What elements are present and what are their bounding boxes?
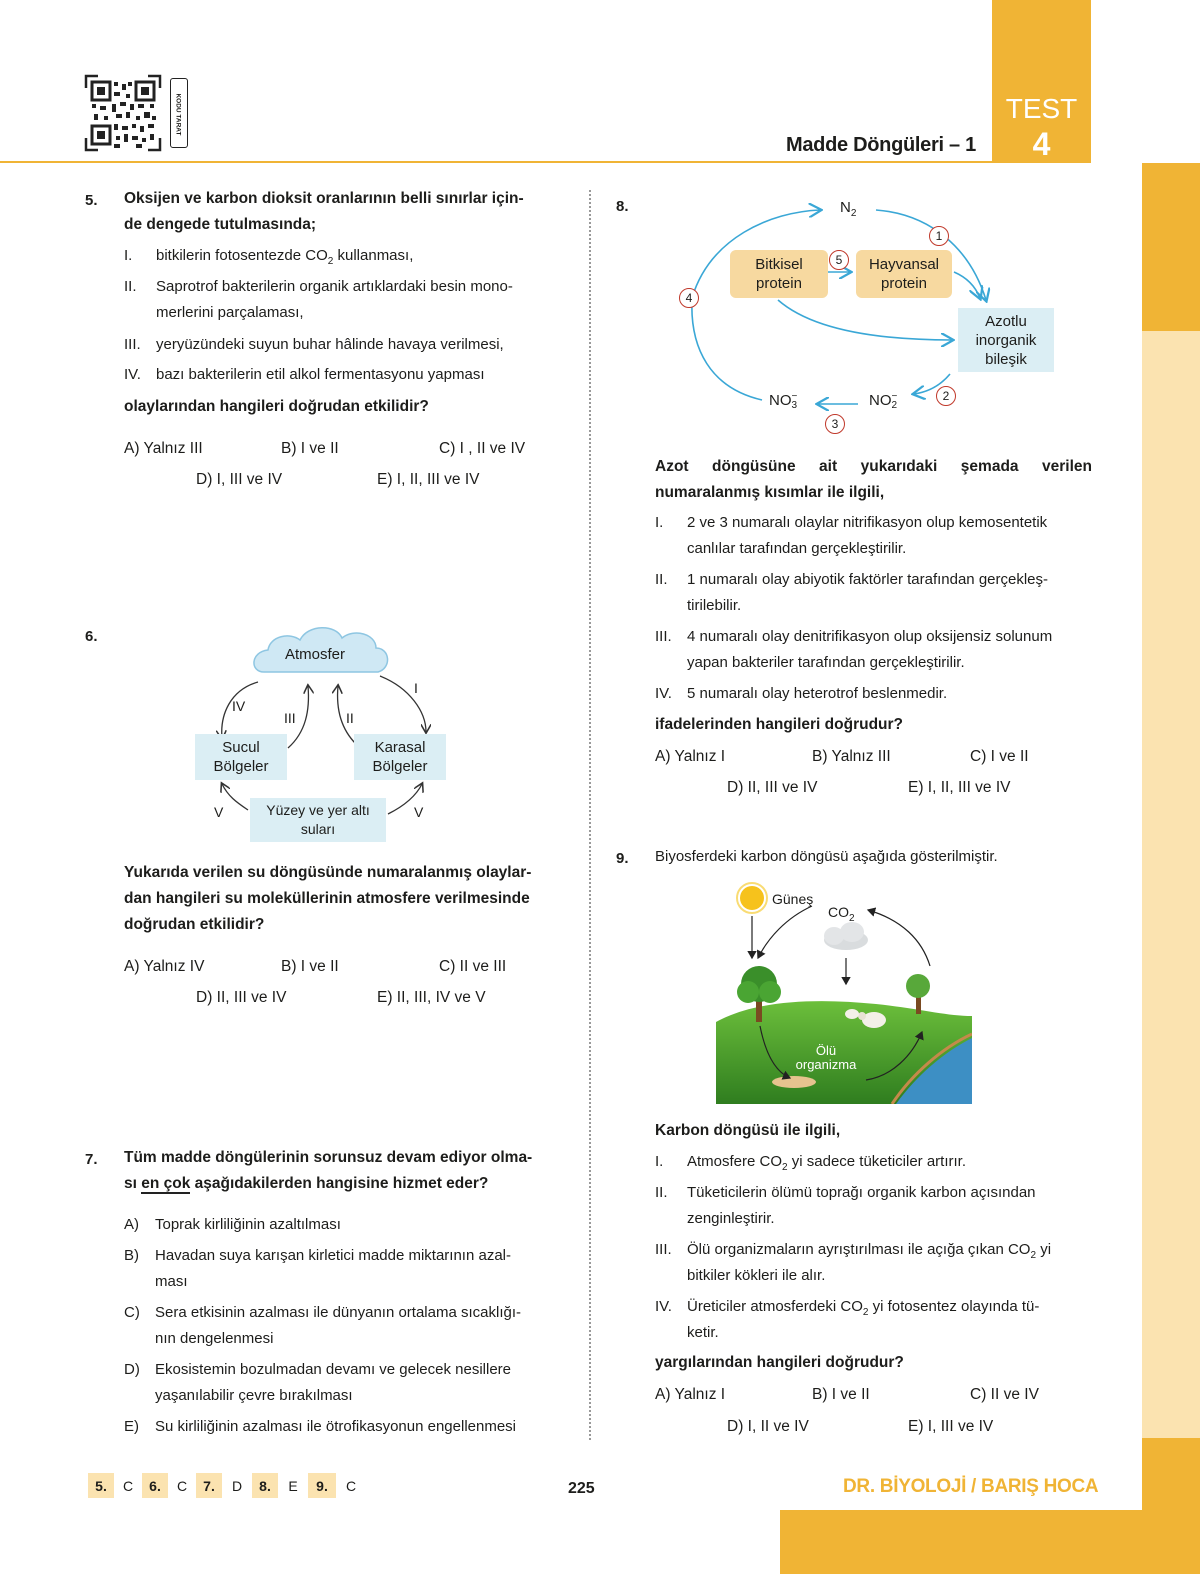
answer-key-letter: C (176, 1477, 188, 1494)
q8-choice-e[interactable]: E) I, II, III ve IV (908, 779, 1011, 796)
nitrogen-cycle-diagram (670, 188, 1070, 438)
label-iv: IV (232, 698, 246, 714)
option-text: Toprak kirliliğinin azaltılması (155, 1216, 341, 1233)
qr-code[interactable] (84, 74, 162, 152)
roman-numeral: II. (124, 278, 137, 295)
roman-numeral: I. (655, 514, 664, 531)
answer-key-number: 9. (308, 1473, 336, 1498)
animal-protein-box: Hayvansal protein (856, 250, 952, 298)
answer-key-letter: C (122, 1477, 134, 1494)
side-bar-pale (1142, 331, 1200, 1438)
q8-stem-2: numaralanmış kısımlar ile ilgili, (655, 484, 885, 501)
option-letter: A) (124, 1216, 139, 1233)
page-title: Madde Döngüleri – 1 (786, 134, 976, 156)
subscript: 2 (1030, 1250, 1037, 1261)
side-bar-orange (1142, 163, 1200, 331)
brand-label: DR. BİYOLOJİ / BARIŞ HOCA (843, 1476, 1099, 1497)
answer-key-letter: D (231, 1477, 243, 1494)
item-text: bazı bakterilerin etil alkol fermentasyonu yapması (156, 366, 485, 383)
q9-stem: Karbon döngüsü ile ilgili, (655, 1122, 841, 1139)
q9-choice-d[interactable]: D) I, II ve IV (727, 1418, 809, 1435)
item-text: bitkilerin fotosentezde CO (156, 247, 328, 264)
q5-stem-2: de dengede tutulmasında; (124, 216, 317, 233)
item-text: yi (1036, 1241, 1052, 1258)
q9-choice-e[interactable]: E) I, III ve IV (908, 1418, 994, 1435)
q8-question: ifadelerinden hangileri doğrudur? (655, 716, 904, 733)
stem-part: aşağıdakilerden hangisine hizmet eder? (190, 1175, 489, 1192)
superscript: − (891, 391, 898, 403)
subscript: 2 (849, 912, 855, 924)
stem-part: sı (124, 1175, 142, 1192)
option-letter: D) (124, 1361, 140, 1378)
arrow-4-lower (692, 300, 762, 400)
label-iii: III (284, 710, 296, 726)
q6-choice-d[interactable]: D) II, III ve IV (196, 989, 287, 1006)
q6-stem-3: doğrudan etkilidir? (124, 916, 265, 933)
circle-2: 2 (936, 386, 956, 406)
roman-numeral: III. (124, 336, 141, 353)
no2-text: NO (869, 392, 892, 409)
subscript: 2 (891, 400, 898, 412)
q9-number: 9. (616, 850, 629, 867)
subscript: 2 (782, 1162, 788, 1173)
option-text: nın dengelenmesi (155, 1330, 274, 1347)
water-box: Yüzey ve yer altı suları (250, 798, 386, 842)
q7-option-c[interactable] (124, 1300, 574, 1352)
q6-choice-e[interactable]: E) II, III, IV ve V (377, 989, 486, 1006)
q9-item-4 (655, 1294, 1095, 1346)
qr-label: KODU TARAT (174, 93, 182, 136)
item-text: yeryüzündeki suyun buhar hâlinde havaya verilmesi, (156, 336, 504, 353)
item-text: canlılar tarafından gerçekleştirilir. (687, 540, 907, 557)
q9-choice-b[interactable]: B) I ve II (812, 1386, 870, 1403)
answer-key-number: 6. (142, 1473, 168, 1498)
q6-choice-c[interactable]: C) II ve III (439, 958, 507, 975)
q5-item-1 (124, 243, 564, 269)
arrow-v-left (222, 784, 248, 810)
q5-choice-d[interactable]: D) I, III ve IV (196, 471, 283, 488)
q7-option-b[interactable] (124, 1243, 574, 1295)
roman-numeral: IV. (655, 1298, 672, 1315)
cloud-icon (824, 922, 868, 950)
subscript: 2 (862, 1307, 869, 1318)
circle-1: 1 (929, 226, 949, 246)
item-text: bitkiler kökleri ile alır. (687, 1267, 826, 1284)
item-text: Tüketicilerin ölümü toprağı organik karbon açısından (687, 1184, 1036, 1201)
roman-numeral: I. (655, 1153, 664, 1170)
subscript: 2 (327, 256, 334, 267)
q7-option-a[interactable] (124, 1212, 574, 1238)
item-text: 2 ve 3 numaralı olaylar nitrifikasyon olup kemosentetik (687, 514, 1048, 531)
q8-choice-c[interactable]: C) I ve II (970, 748, 1029, 765)
q5-choice-e[interactable]: E) I, II, III ve IV (377, 471, 480, 488)
roman-numeral: IV. (124, 366, 141, 383)
option-text: ması (155, 1273, 188, 1290)
bottom-bar (780, 1510, 1200, 1574)
roman-numeral: II. (655, 1184, 668, 1201)
q6-stem-2: dan hangileri su moleküllerinin atmosfere verilmesinde (124, 890, 530, 907)
option-letter: C) (124, 1304, 140, 1321)
roman-numeral: II. (655, 571, 668, 588)
roman-numeral: III. (655, 628, 672, 645)
tree-icon (906, 974, 930, 1014)
q9-item-2 (655, 1180, 1095, 1232)
test-word: TEST (1005, 93, 1078, 124)
item-text: zenginleştirir. (687, 1210, 775, 1227)
arrow-i (380, 676, 426, 732)
page-number: 225 (568, 1480, 595, 1497)
q5-choice-a[interactable]: A) Yalnız III (124, 440, 203, 457)
q6-number: 6. (85, 628, 98, 645)
q7-number: 7. (85, 1151, 98, 1168)
option-text: Havadan suya karışan kirletici madde miktarının azal- (155, 1247, 511, 1264)
circle-5: 5 (829, 250, 849, 270)
q6-stem-1: Yukarıda verilen su döngüsünde numaralanmış olaylar- (124, 864, 532, 881)
q7-option-e[interactable] (124, 1414, 574, 1440)
n2-text: N (840, 199, 851, 216)
item-text: merlerini parçalaması, (156, 304, 304, 321)
q7-stem-1: Tüm madde döngülerinin sorunsuz devam ediyor olma- (124, 1149, 533, 1166)
superscript: − (791, 391, 798, 403)
q8-number: 8. (616, 198, 629, 215)
q8-item-4 (655, 681, 1095, 707)
q8-choice-a[interactable]: A) Yalnız I (655, 748, 726, 765)
q9-question: yargılarından hangileri doğrudur? (655, 1354, 904, 1371)
q9-intro: Biyosferdeki karbon döngüsü aşağıda gösterilmiştir. (655, 848, 998, 865)
item-text: yapan bakteriler tarafından gerçekleştirilir. (687, 654, 965, 671)
q5-question: olaylarından hangileri doğrudan etkilidir? (124, 398, 429, 415)
item-text: Atmosfere CO (687, 1153, 783, 1170)
q8-choice-d[interactable]: D) II, III ve IV (727, 779, 818, 796)
roman-numeral: III. (655, 1241, 672, 1258)
q9-item-3 (655, 1237, 1095, 1289)
item-text: ketir. (687, 1324, 719, 1341)
answer-key-letter: E (288, 1477, 298, 1494)
q5-item-2 (124, 274, 564, 326)
item-text: kullanması, (333, 247, 414, 264)
no2-label (869, 392, 897, 410)
circle-4: 4 (679, 288, 699, 308)
label-v-left: V (214, 804, 224, 820)
subscript: 2 (850, 208, 857, 219)
option-text: Sera etkisinin azalması ile dünyanın ortalama sıcaklığı- (155, 1304, 522, 1321)
item-text: 5 numaralı olay heterotrof beslenmedir. (687, 685, 948, 702)
co2-label (828, 904, 855, 924)
circle-3: 3 (825, 414, 845, 434)
q8-item-3 (655, 624, 1095, 676)
label-v-right: V (414, 804, 424, 820)
item-text: Saprotrof bakterilerin organik artıklardaki besin mono- (156, 278, 513, 295)
header-rule (0, 161, 992, 163)
dead-animal-icon (772, 1076, 816, 1088)
sun-label: Güneş (772, 891, 814, 907)
land-box: Karasal Bölgeler (354, 734, 446, 780)
q7-stem-2 (124, 1171, 488, 1197)
arrow-plant-to-inorganic (778, 300, 952, 340)
q6-choice-b[interactable]: B) I ve II (281, 958, 339, 975)
q7-option-d[interactable] (124, 1357, 574, 1409)
answer-key-number: 5. (88, 1473, 114, 1498)
qr-label-box (170, 78, 188, 148)
item-text: yi sadece tüketiciler artırır. (787, 1153, 966, 1170)
co2-text: CO (828, 904, 849, 920)
item-text: Üreticiler atmosferdeki CO (687, 1298, 863, 1315)
q8-item-2 (655, 567, 1095, 619)
aquatic-box: Sucul Bölgeler (195, 734, 287, 780)
option-text: Su kirliliğinin azalması ile ötrofikasyonun engellenmesi (155, 1418, 517, 1435)
q9-choice-a[interactable]: A) Yalnız I (655, 1386, 726, 1403)
option-text: Ekosistemin bozulmadan devamı ve gelecek nesillere (155, 1361, 512, 1378)
q9-item-1 (655, 1149, 1095, 1175)
roman-numeral: IV. (655, 685, 672, 702)
label-ii: II (346, 710, 354, 726)
q5-choice-b[interactable]: B) I ve II (281, 440, 339, 457)
dead-organism-label: Ölü organizma (795, 1043, 857, 1072)
option-text: yaşanılabilir çevre bırakılması (155, 1387, 353, 1404)
q5-choice-c[interactable]: C) I , II ve IV (439, 440, 526, 457)
subscript: 3 (791, 400, 798, 412)
n2-label (840, 199, 856, 219)
inorganic-box: Azotlu inorganik bileşik (958, 308, 1054, 372)
carbon-cycle-illustration (716, 880, 972, 1104)
q5-stem-1: Oksijen ve karbon dioksit oranlarının belli sınırlar için- (124, 190, 524, 207)
q5-item-4 (124, 362, 564, 388)
q8-choice-b[interactable]: B) Yalnız III (812, 748, 891, 765)
q6-choice-a[interactable]: A) Yalnız IV (124, 958, 205, 975)
no3-text: NO (769, 392, 792, 409)
q9-choice-c[interactable]: C) II ve IV (970, 1386, 1039, 1403)
item-text: Ölü organizmaların ayrıştırılması ile açığa çıkan CO (687, 1241, 1031, 1258)
answer-key-number: 8. (252, 1473, 278, 1498)
answer-key-letter: C (345, 1477, 357, 1494)
column-divider (589, 190, 591, 1440)
plant-protein-box: Bitkisel protein (730, 250, 828, 298)
q5-item-3 (124, 332, 564, 358)
q5-number: 5. (85, 192, 98, 209)
item-text: 4 numaralı olay denitrifikasyon olup oksijensiz solunum (687, 628, 1053, 645)
atmosphere-label: Atmosfer (285, 646, 346, 663)
q8-stem-1: Azot döngüsüne ait yukarıdaki şemada verilen (655, 458, 1092, 475)
test-number: 4 (1032, 126, 1051, 162)
sun-icon (737, 883, 767, 913)
item-text: 1 numaralı olay abiyotik faktörler tarafından gerçekleş- (687, 571, 1049, 588)
no3-label (769, 392, 797, 410)
option-letter: E) (124, 1418, 139, 1435)
answer-key-number: 7. (196, 1473, 222, 1498)
water-cycle-diagram (190, 620, 460, 852)
roman-numeral: I. (124, 247, 133, 264)
label-i: I (414, 680, 418, 696)
item-text: tirilebilir. (687, 597, 742, 614)
q8-item-1 (655, 510, 1095, 562)
option-letter: B) (124, 1247, 139, 1264)
emphasis: en çok (141, 1175, 191, 1192)
item-text: yi fotosentez olayında tü- (868, 1298, 1040, 1315)
